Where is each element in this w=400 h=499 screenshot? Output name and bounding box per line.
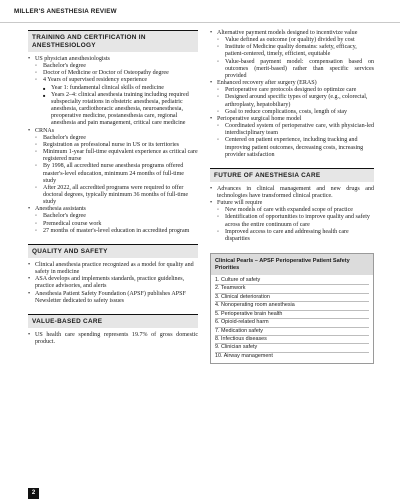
list-item: • CRNAs: [28, 128, 198, 135]
pearl-item: 2. Teamwork: [215, 285, 369, 293]
right-column: [210, 30, 374, 364]
pearl-item: 10. Airway management: [215, 352, 273, 359]
list-item: ◦ Premedical course work: [28, 221, 198, 228]
list-item: ◦ Perioperative care protocols designed to optimize care: [210, 87, 374, 94]
list-item: • US health care spending represents 19.7% of gross domestic product.: [28, 332, 198, 346]
list-item: • Perioperative surgical home model: [210, 116, 374, 123]
pearl-item: 8. Infectious diseases: [215, 336, 369, 344]
left-column: [28, 30, 198, 346]
list-item: ◦ Bachelor's degree: [28, 213, 198, 220]
section-heading-future: FUTURE OF ANESTHESIA CARE: [210, 168, 374, 182]
list-item: ◦ Coordinated system of perioperative care, with physician-led interdisciplinary team: [210, 123, 374, 137]
list-item: ◦ Bachelor's degree: [28, 135, 198, 142]
list-item: • Anesthesia assistants: [28, 206, 198, 213]
pearl-item: 1. Culture of safety: [215, 277, 369, 285]
list-item: • US physician anesthesiologists: [28, 56, 198, 63]
quality-list: [28, 262, 198, 305]
pearl-item: 6. Opioid-related harm: [215, 319, 369, 327]
list-item: ◦ 4 Years of supervised residency experience: [28, 77, 198, 84]
list-item: ◦ Value defined as outcome (or quality) divided by cost: [210, 37, 374, 44]
list-item: ◦ Doctor of Medicine or Doctor of Osteopathy degree: [28, 70, 198, 77]
list-item: • Enhanced recovery after surgery (ERAS): [210, 80, 374, 87]
clinical-pearls-title: Clinical Pearls – APSF Perioperative Patient Safety Priorities: [211, 254, 373, 275]
list-item: • ASA develops and implements standards, practice guidelines, practice advisories, and alerts: [28, 276, 198, 290]
pearls-list: [211, 275, 373, 363]
running-header: [0, 0, 400, 23]
list-item: ◦ By 1998, all accredited nurse anesthesia programs offered master's-level education, minimum 24 months of full-time study: [28, 163, 198, 184]
list-item: ◦ Value-based payment model: compensation based on outcomes (merit-based) rather than specific services provided: [210, 59, 374, 80]
pearl-item: 3. Clinical deterioration: [215, 294, 369, 302]
clinical-pearls-box: [210, 253, 374, 364]
list-item: ◦ Institute of Medicine quality domains: safety, efficacy, patient-centered, timely, efficient, equitable: [210, 44, 374, 58]
list-item: ◦ Identification of opportunities to improve quality and safety across the entire continuum of care: [210, 214, 374, 228]
page-number: 2: [28, 488, 39, 499]
section-heading-value: VALUE-BASED CARE: [28, 314, 198, 328]
list-item: • Anesthesia Patient Safety Foundation (APSF) publishes APSF Newsletter dedicated to safety issues: [28, 291, 198, 305]
list-item: ◦ After 2022, all accredited programs were required to offer doctoral degrees, typically minimum 36 months of full-time study: [28, 185, 198, 206]
section-heading-training: TRAINING AND CERTIFICATION IN ANESTHESIOLOGY: [28, 30, 198, 52]
pearl-item: 9. Clinician safety: [215, 344, 369, 352]
pearl-item: 5. Perioperative brain health: [215, 311, 369, 319]
future-list: [210, 186, 374, 243]
list-item: • Clinical anesthesia practice recognized as a model for quality and safety in medicine: [28, 262, 198, 276]
value-continued-list: [210, 30, 374, 159]
list-item: ◦ Designed around specific types of surgery (e.g., colorectal, arthroplasty, hepatobiliary): [210, 94, 374, 108]
list-item: ◦ Minimum 1-year full-time equivalent experience as critical care registered nurse: [28, 149, 198, 163]
running-head-title: MILLER'S ANESTHESIA REVIEW: [14, 8, 117, 15]
list-item: • Advances in clinical management and new drugs and technologies have transformed clinical practice.: [210, 186, 374, 200]
list-item: • Future will require: [210, 200, 374, 207]
list-item: ◦ Centered on patient experience, including tracking and improving patient outcomes, decreasing costs, increasing provider satisfaction: [210, 137, 374, 158]
list-item: ◦ Improved access to care and addressing health care disparities: [210, 229, 374, 243]
list-item: ■ Years 2–4: clinical anesthesia training including required subspecialty rotations in obstetric anesthesia, pediatric anesthesia, cardiothoracic anesthesia, neuroanesthesia, preoperative medicine, postanesthesia care, regional anesthesia and pain management, critical care medicine: [28, 92, 198, 128]
list-item: ◦ Goal to reduce complications, costs, length of stay: [210, 109, 374, 116]
list-item: ◦ Registration as professional nurse in US or its territories: [28, 142, 198, 149]
list-item: ◦ New models of care with expanded scope of practice: [210, 207, 374, 214]
list-item: ◦ 27 months of master's-level education in accredited program: [28, 228, 198, 235]
list-item: ◦ Bachelor's degree: [28, 63, 198, 70]
list-item: • Alternative payment models designed to incentivize value: [210, 30, 374, 37]
section-heading-quality: QUALITY AND SAFETY: [28, 244, 198, 258]
pearl-item: 4. Nonoperating room anesthesia: [215, 302, 369, 310]
value-list: [28, 332, 198, 346]
list-item: ■ Year 1: fundamental clinical skills of medicine: [28, 85, 198, 92]
training-list: [28, 56, 198, 235]
pearl-item: 7. Medication safety: [215, 328, 369, 336]
